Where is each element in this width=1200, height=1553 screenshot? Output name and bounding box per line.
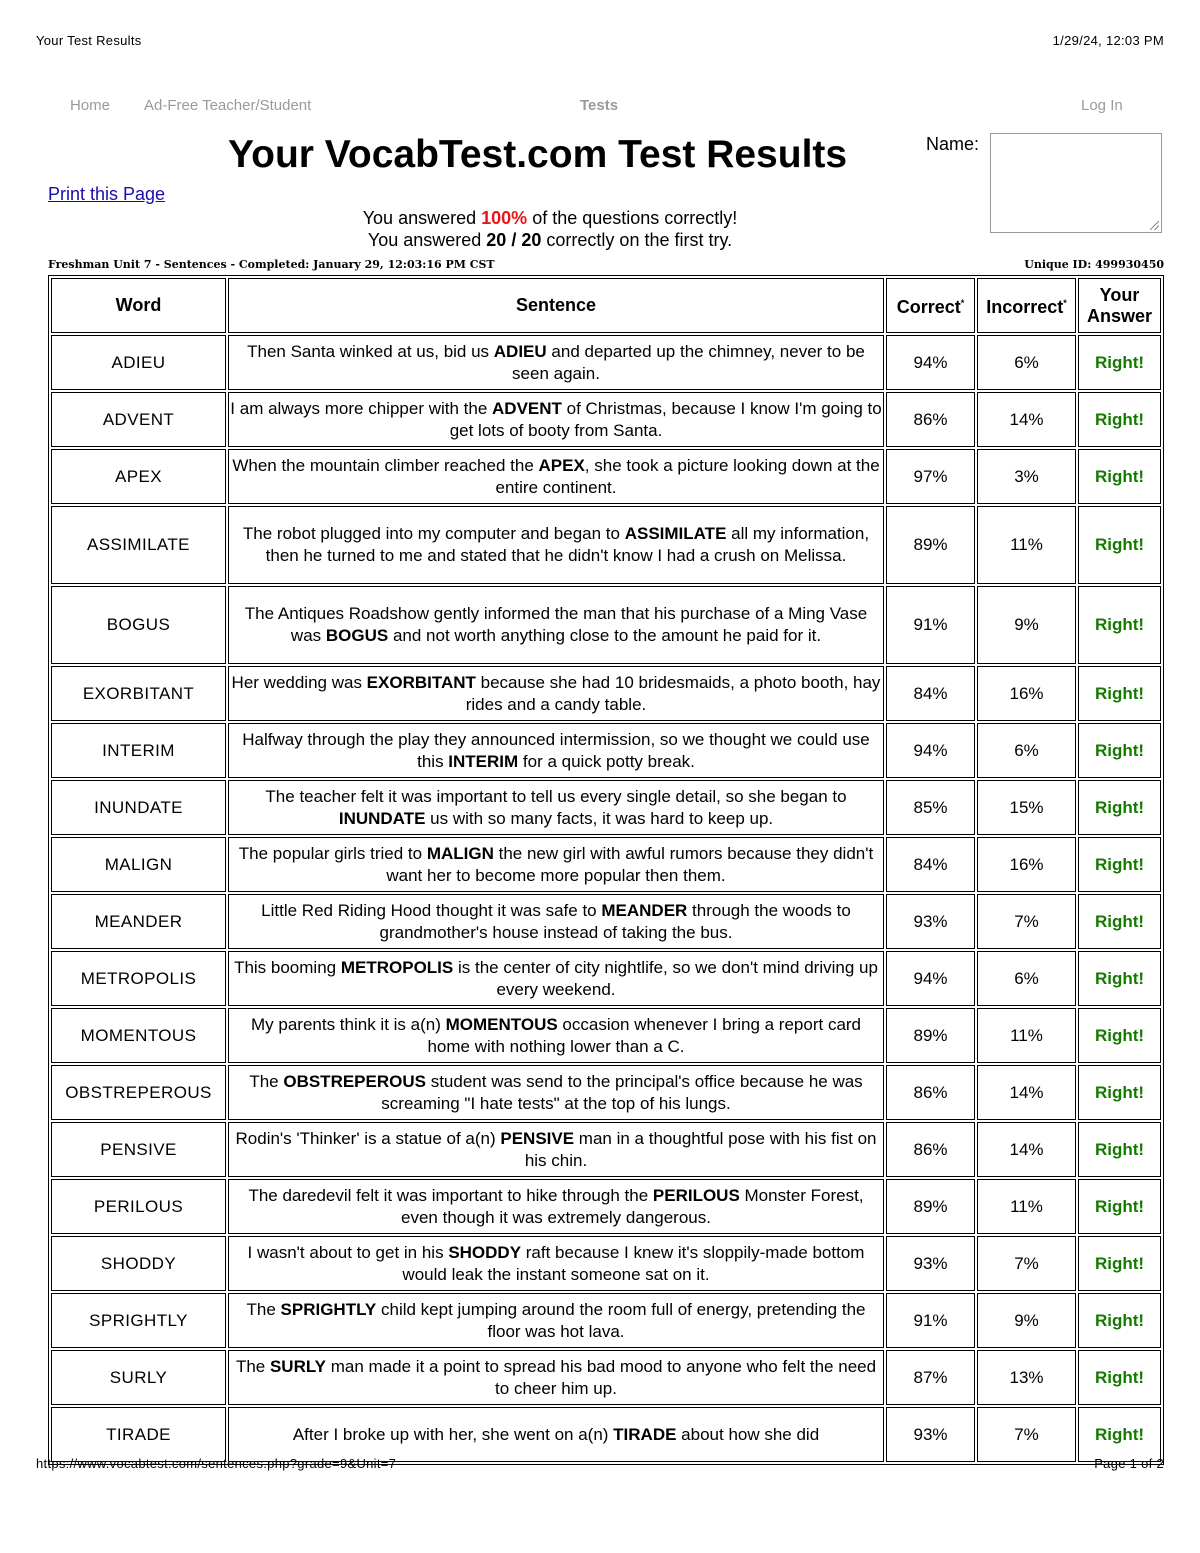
table-row [51, 1350, 1161, 1405]
incorrect-percent-cell: 7% [977, 894, 1076, 949]
sentence-text: of Christmas, because I know I'm going to get lots of booty from Santa. [449, 398, 882, 440]
incorrect-percent-cell: 16% [977, 666, 1076, 721]
answer-cell: Right! [1078, 1236, 1161, 1291]
table-header-row [51, 278, 1161, 333]
correct-percent-cell: 94% [886, 335, 975, 390]
test-info: Freshman Unit 7 - Sentences - Completed: January 29, 12:03:16 PM CST [48, 258, 495, 271]
table-row [51, 1008, 1161, 1063]
sentence-cell [228, 1122, 884, 1177]
correct-percent-cell: 89% [886, 506, 975, 584]
sentence-text: because she had 10 bridesmaids, a photo booth, hay rides and a candy table. [465, 672, 881, 714]
sentence-text: is the center of city nightlife, so we don't mind driving up every weekend. [453, 957, 878, 999]
sentence-cell [228, 780, 884, 835]
results-table [48, 275, 1164, 1465]
correct-percent-cell: 86% [886, 1122, 975, 1177]
total-count: 20 [521, 230, 542, 250]
table-row [51, 506, 1161, 584]
sentence-cell [228, 1350, 884, 1405]
sentence-keyword: INUNDATE [338, 808, 426, 828]
incorrect-percent-cell: 9% [977, 1293, 1076, 1348]
word-cell: PENSIVE [51, 1122, 226, 1177]
word-cell: ASSIMILATE [51, 506, 226, 584]
footnote-star: * [1063, 298, 1067, 308]
unique-id: Unique ID: 499930450 [1024, 258, 1164, 271]
results-table-wrap [48, 275, 1164, 1444]
table-row [51, 780, 1161, 835]
header-incorrect-label: Incorrect [986, 297, 1064, 317]
word-cell: OBSTREPEROUS [51, 1065, 226, 1120]
word-cell: MALIGN [51, 837, 226, 892]
correct-percent-cell: 89% [886, 1008, 975, 1063]
incorrect-percent-cell: 14% [977, 1065, 1076, 1120]
answer-cell: Right! [1078, 1179, 1161, 1234]
page-title: Your VocabTest.com Test Results [228, 133, 848, 176]
sentence-keyword: ADIEU [493, 341, 547, 361]
print-header-datetime: 1/29/24, 12:03 PM [1052, 33, 1164, 48]
sentence-text: Rodin's 'Thinker' is a statue of a(n) [235, 1128, 501, 1148]
nav-tests-link[interactable]: Tests [580, 97, 619, 114]
incorrect-percent-cell: 14% [977, 392, 1076, 447]
sentence-cell [228, 335, 884, 390]
print-header [36, 33, 1164, 48]
answer-cell: Right! [1078, 1065, 1161, 1120]
resize-grip-icon[interactable] [1150, 221, 1159, 230]
header-incorrect [977, 278, 1076, 333]
correct-percent-cell: 87% [886, 1350, 975, 1405]
top-nav [70, 97, 1130, 117]
header-correct-label: Correct [896, 297, 961, 317]
table-row [51, 951, 1161, 1006]
sentence-text: My parents think it is a(n) [250, 1014, 446, 1034]
footer-url: https://www.vocabtest.com/sentences.php?grade=9&Unit=7 [36, 1456, 397, 1471]
correct-percent-cell: 85% [886, 780, 975, 835]
incorrect-percent-cell: 11% [977, 1179, 1076, 1234]
answer-cell: Right! [1078, 951, 1161, 1006]
sentence-keyword: APEX [538, 455, 585, 475]
sentence-cell [228, 894, 884, 949]
answer-cell: Right! [1078, 586, 1161, 664]
correct-percent-cell: 94% [886, 723, 975, 778]
answer-cell: Right! [1078, 335, 1161, 390]
sentence-keyword: BOGUS [325, 626, 389, 645]
answer-cell: Right! [1078, 449, 1161, 504]
table-row [51, 449, 1161, 504]
sentence-text: all my information, then he turned to me and stated that he didn't know I had a crush on Melissa. [265, 524, 870, 565]
sentence-cell [228, 392, 884, 447]
header-answer-line-2: Answer [1086, 305, 1153, 326]
sentence-keyword: EXORBITANT [366, 672, 476, 692]
correct-percent-cell: 93% [886, 1407, 975, 1462]
sentence-text: When the mountain climber reached the [232, 455, 539, 475]
nav-home-link[interactable]: Home [70, 97, 111, 114]
incorrect-percent-cell: 11% [977, 1008, 1076, 1063]
incorrect-percent-cell: 16% [977, 837, 1076, 892]
word-cell: SPRIGHTLY [51, 1293, 226, 1348]
test-meta [48, 258, 1164, 271]
sentence-cell [228, 586, 884, 664]
word-cell: SHODDY [51, 1236, 226, 1291]
sentence-cell [228, 1065, 884, 1120]
sentence-text: The daredevil felt it was important to hike through the [248, 1185, 653, 1205]
sentence-cell [228, 1179, 884, 1234]
word-cell: APEX [51, 449, 226, 504]
table-row [51, 335, 1161, 390]
summary-line-1 [300, 207, 800, 229]
correct-percent-cell: 94% [886, 951, 975, 1006]
table-row [51, 1293, 1161, 1348]
sentence-text: The robot plugged into my computer and began to [242, 524, 625, 543]
sentence-cell [228, 666, 884, 721]
sentence-keyword: SHODDY [448, 1242, 522, 1262]
sentence-text: Her wedding was [231, 672, 367, 692]
answer-cell: Right! [1078, 1293, 1161, 1348]
answer-cell: Right! [1078, 666, 1161, 721]
sentence-text: about how she did [676, 1424, 820, 1444]
summary-text: You answered [362, 208, 477, 228]
sentence-text: child kept jumping around the room full of energy, pretending the floor was hot lava. [376, 1299, 866, 1341]
word-cell: ADIEU [51, 335, 226, 390]
correct-percent-cell: 86% [886, 392, 975, 447]
word-cell: MOMENTOUS [51, 1008, 226, 1063]
sentence-text: the new girl with awful rumors because they didn't want her to become more popular then them. [386, 843, 874, 885]
sentence-keyword: ASSIMILATE [624, 524, 727, 543]
sentence-keyword: PENSIVE [500, 1128, 575, 1148]
sentence-cell [228, 951, 884, 1006]
correct-percent-cell: 91% [886, 586, 975, 664]
sentence-keyword: OBSTREPEROUS [283, 1071, 426, 1091]
table-row [51, 837, 1161, 892]
correct-percent-cell: 97% [886, 449, 975, 504]
header-correct [886, 278, 975, 333]
incorrect-percent-cell: 7% [977, 1236, 1076, 1291]
answer-cell: Right! [1078, 1122, 1161, 1177]
header-word: Word [51, 278, 226, 333]
header-sentence: Sentence [228, 278, 884, 333]
table-row [51, 1236, 1161, 1291]
nav-adfree-link[interactable]: Ad-Free Teacher/Student [144, 97, 312, 114]
word-cell: TIRADE [51, 1407, 226, 1462]
sentence-cell [228, 1236, 884, 1291]
sentence-text: Little Red Riding Hood thought it was safe to [261, 900, 602, 920]
sentence-text: and not worth anything close to the amount he paid for it. [388, 626, 822, 645]
sentence-text: raft because I knew it's sloppily-made bottom would leak the instant someone sat on it. [402, 1242, 865, 1284]
answer-cell: Right! [1078, 392, 1161, 447]
summary-text: correctly on the first try. [546, 230, 733, 250]
incorrect-percent-cell: 11% [977, 506, 1076, 584]
sentence-keyword: ADVENT [492, 398, 562, 418]
sentence-keyword: TIRADE [613, 1424, 677, 1444]
incorrect-percent-cell: 7% [977, 1407, 1076, 1462]
name-input[interactable] [990, 133, 1162, 233]
sentence-text: Halfway through the play they announced intermission, so we thought we could use this [242, 729, 870, 771]
sentence-text: The [246, 1299, 281, 1319]
sentence-cell [228, 506, 884, 584]
incorrect-percent-cell: 13% [977, 1350, 1076, 1405]
answer-cell: Right! [1078, 1407, 1161, 1462]
incorrect-percent-cell: 6% [977, 723, 1076, 778]
word-cell: INTERIM [51, 723, 226, 778]
sentence-text: The [249, 1071, 284, 1091]
sentence-text: us with so many facts, it was hard to keep up. [425, 808, 774, 828]
sentence-text: The popular girls tried to [238, 843, 427, 863]
incorrect-percent-cell: 6% [977, 951, 1076, 1006]
sentence-keyword: SURLY [269, 1356, 327, 1376]
sentence-text: I am always more chipper with the [230, 398, 493, 418]
correct-percent-cell: 89% [886, 1179, 975, 1234]
answer-cell: Right! [1078, 723, 1161, 778]
sentence-text: man made it a point to spread his bad mood to anyone who felt the need to cheer him up. [326, 1356, 877, 1398]
correct-count: 20 [486, 230, 507, 250]
sentence-cell [228, 837, 884, 892]
summary-line-2 [300, 229, 800, 251]
name-label: Name: [926, 134, 980, 154]
print-footer [36, 1456, 1164, 1471]
correct-percent-cell: 84% [886, 837, 975, 892]
footnote-star: * [960, 298, 965, 308]
word-cell: MEANDER [51, 894, 226, 949]
sentence-cell [228, 1008, 884, 1063]
correct-percent-cell: 84% [886, 666, 975, 721]
summary-text: You answered [367, 230, 482, 250]
table-row [51, 894, 1161, 949]
table-row [51, 666, 1161, 721]
sentence-cell [228, 1293, 884, 1348]
word-cell: EXORBITANT [51, 666, 226, 721]
footer-page-number: Page 1 of 2 [1094, 1456, 1164, 1471]
sentence-text: for a quick potty break. [518, 751, 695, 771]
incorrect-percent-cell: 6% [977, 335, 1076, 390]
sentence-keyword: MALIGN [426, 843, 494, 863]
table-row [51, 392, 1161, 447]
sentence-keyword: MEANDER [601, 900, 688, 920]
sentence-keyword: METROPOLIS [340, 957, 454, 977]
correct-percent-cell: 86% [886, 1065, 975, 1120]
sentence-cell [228, 723, 884, 778]
sentence-text: Then Santa winked at us, bid us [247, 341, 494, 361]
word-cell: PERILOUS [51, 1179, 226, 1234]
sentence-text: I wasn't about to get in his [247, 1242, 449, 1262]
table-row [51, 1122, 1161, 1177]
answer-cell: Right! [1078, 1008, 1161, 1063]
answer-cell: Right! [1078, 894, 1161, 949]
answer-cell: Right! [1078, 780, 1161, 835]
table-row [51, 1407, 1161, 1462]
sentence-text: The [235, 1356, 270, 1376]
sentence-keyword: SPRIGHTLY [280, 1299, 377, 1319]
word-cell: METROPOLIS [51, 951, 226, 1006]
sentence-text: Monster Forest, even though it was extremely dangerous. [401, 1185, 864, 1227]
correct-percent-cell: 93% [886, 1236, 975, 1291]
word-cell: SURLY [51, 1350, 226, 1405]
score-summary [300, 207, 800, 251]
sentence-keyword: PERILOUS [652, 1185, 740, 1205]
nav-login-link[interactable]: Log In [1081, 97, 1123, 114]
correct-percent-cell: 91% [886, 1293, 975, 1348]
correct-percent-cell: 93% [886, 894, 975, 949]
sentence-text: , she took a picture looking down at the entire continent. [495, 455, 880, 497]
word-cell: INUNDATE [51, 780, 226, 835]
sentence-text: through the woods to grandmother's house instead of taking the bus. [379, 900, 851, 942]
answer-cell: Right! [1078, 506, 1161, 584]
score-percent: 100% [481, 208, 528, 228]
summary-slash: / [511, 230, 517, 250]
incorrect-percent-cell: 15% [977, 780, 1076, 835]
incorrect-percent-cell: 9% [977, 586, 1076, 664]
sentence-text: The teacher felt it was important to tell us every single detail, so she began to [265, 786, 847, 806]
sentence-keyword: INTERIM [448, 751, 519, 771]
word-cell: BOGUS [51, 586, 226, 664]
table-row [51, 1065, 1161, 1120]
sentence-cell [228, 449, 884, 504]
incorrect-percent-cell: 14% [977, 1122, 1076, 1177]
sentence-text: occasion whenever I bring a report card home with nothing lower than a C. [427, 1014, 862, 1056]
sentence-text: This booming [234, 957, 341, 977]
table-row [51, 723, 1161, 778]
header-your-answer [1078, 278, 1161, 333]
print-page-link[interactable]: Print this Page [48, 184, 166, 204]
print-header-title: Your Test Results [36, 33, 142, 48]
sentence-cell [228, 1407, 884, 1462]
sentence-text: After I broke up with her, she went on a(n) [292, 1424, 614, 1444]
header-answer-line-1: Your [1099, 284, 1140, 305]
word-cell: ADVENT [51, 392, 226, 447]
sentence-text: The Antiques Roadshow gently informed the man that his purchase of a Ming Vase was [244, 604, 868, 645]
table-row [51, 1179, 1161, 1234]
summary-text: of the questions correctly! [532, 208, 738, 228]
answer-cell: Right! [1078, 1350, 1161, 1405]
sentence-text: student was send to the principal's office because he was screaming "I hate tests" at the top of his lungs. [381, 1071, 863, 1113]
sentence-text: man in a thoughtful pose with his fist on his chin. [524, 1128, 877, 1170]
answer-cell: Right! [1078, 837, 1161, 892]
incorrect-percent-cell: 3% [977, 449, 1076, 504]
sentence-keyword: MOMENTOUS [445, 1014, 558, 1034]
sentence-text: and departed up the chimney, never to be seen again. [512, 341, 865, 383]
table-row [51, 586, 1161, 664]
